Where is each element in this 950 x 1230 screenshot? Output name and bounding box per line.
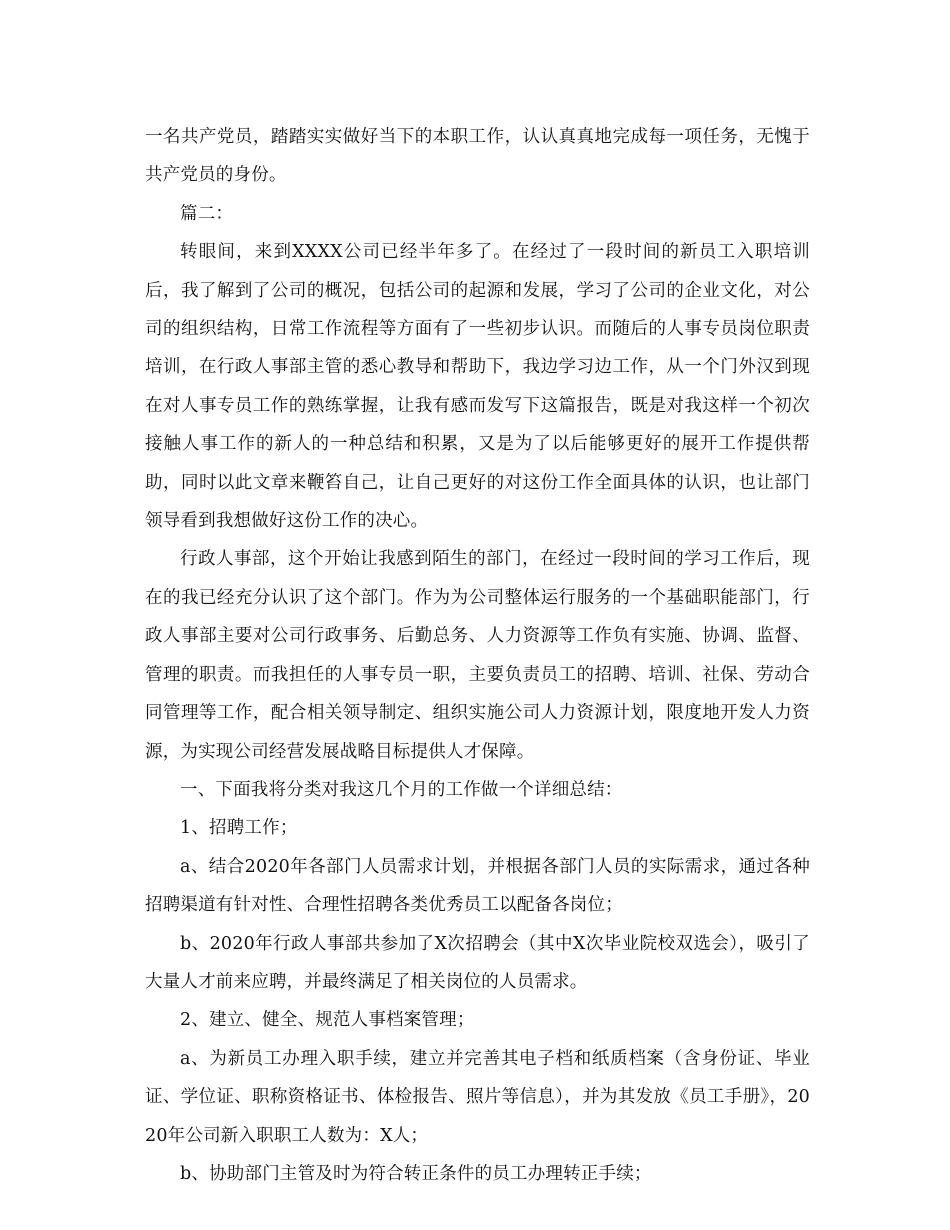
list-item-archives-b: b、协助部门主管及时为符合转正条件的员工办理转正手续； <box>180 1163 652 1184</box>
list-heading-recruitment: 1、招聘工作； <box>180 818 298 839</box>
paragraph-department: 行政人事部，这个开始让我感到陌生的部门，在经过一段时间的学习工作后，现在的我已经充分认识了这个部门。作为为公司整体运行服务的一个基础职能部门，行政人事部主要对公司行政事务、后勤总务、人力资源等工作负有实施、协调、监督、管理的职责。而我担任的人事专员一职，主要负责员工的招聘、培训、社保、劳动合同管理等工作，配合相关领导制定、组织实施公司人力资源计划，限度地开发人力资源，为实现公司经营发展战略目标提供人才保障。 <box>145 549 810 762</box>
list-heading-archives: 2、建立、健全、规范人事档案管理； <box>180 1010 475 1031</box>
paragraph-summary-heading: 一、下面我将分类对我这几个月的工作做一个详细总结： <box>180 779 623 800</box>
paragraph-continuation: 一名共产党员，踏踏实实做好当下的本职工作，认认真真地完成每一项任务，无愧于共产党员的身份。 <box>145 127 810 186</box>
paragraph-intro: 转眼间，来到XXXX公司已经半年多了。在经过了一段时间的新员工入职培训后，我了解到了公司的概况，包括公司的起源和发展，学习了公司的企业文化，对公司的组织结构，日常工作流程等方面有了一些初步认识。而随后的人事专员岗位职责培训，在行政人事部主管的悉心教导和帮助下，我边学习边工作，从一个门外汉到现在对人事专员工作的熟练掌握，让我有感而发写下这篇报告，既是对我这样一个初次接触人事工作的新人的一种总结和积累，又是为了以后能够更好的展开工作提供帮助，同时以此文章来鞭笞自己，让自己更好的对这份工作全面具体的认识，也让部门领导看到我想做好这份工作的决心。 <box>145 242 810 532</box>
list-item-recruitment-b: b、2020年行政人事部共参加了X次招聘会（其中X次毕业院校双选会），吸引了大量人才前来应聘，并最终满足了相关岗位的人员需求。 <box>145 933 810 992</box>
section-heading-part-two: 篇二： <box>180 203 234 224</box>
list-item-archives-a: a、为新员工办理入职手续，建立并完善其电子档和纸质档案（含身份证、毕业证、学位证、职称资格证书、体检报告、照片等信息），并为其发放《员工手册》，2020年公司新入职职工人数为：X人； <box>145 1048 810 1146</box>
document-body <box>145 118 810 1193</box>
list-item-recruitment-a: a、结合2020年各部门人员需求计划，并根据各部门人员的实际需求，通过各种招聘渠道有针对性、合理性招聘各类优秀员工以配备各岗位； <box>145 856 810 916</box>
